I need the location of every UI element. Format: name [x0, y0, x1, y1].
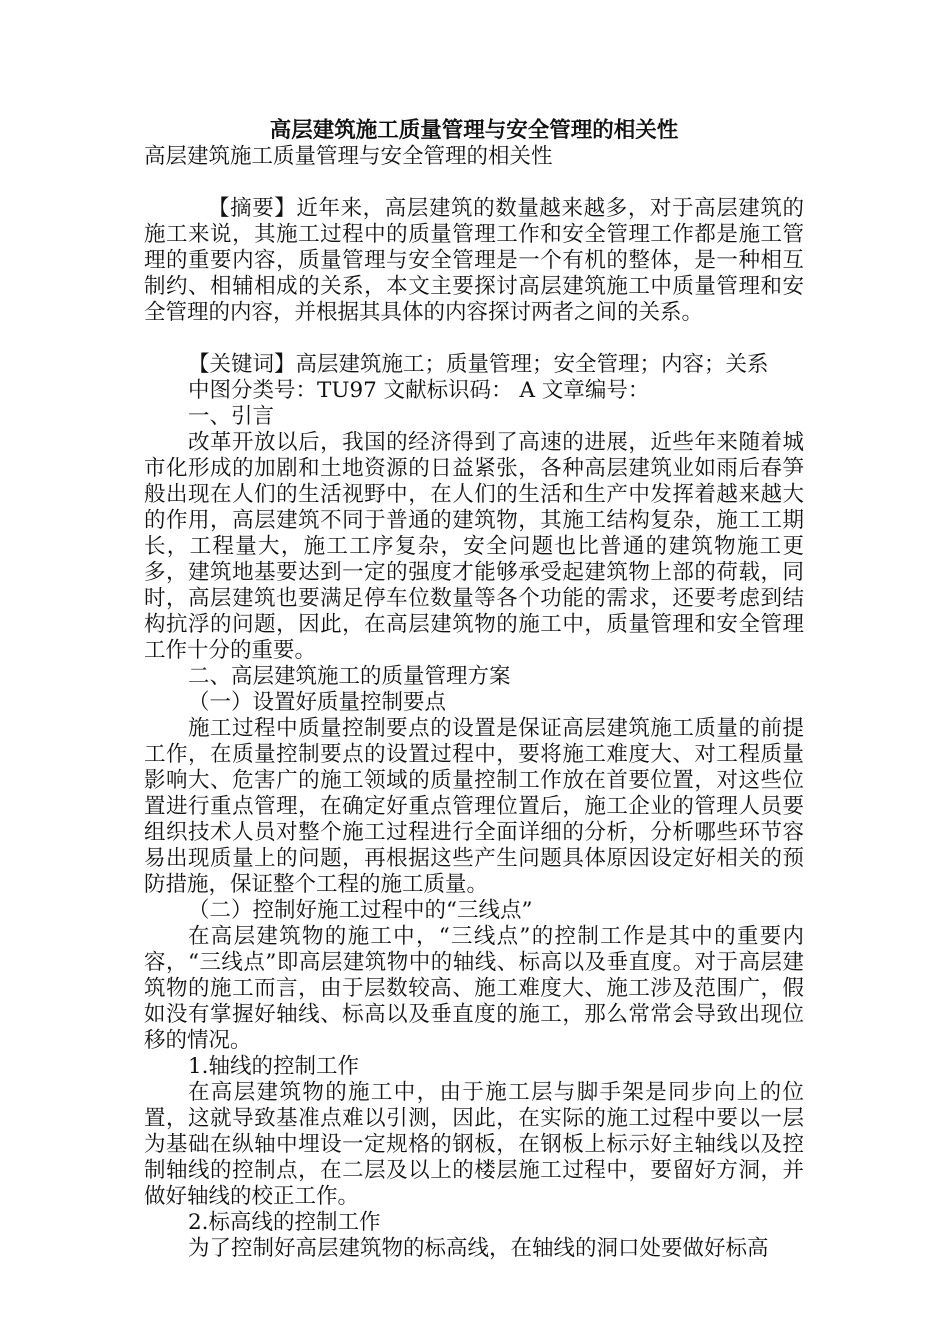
control-points-paragraph: 施工过程中质量控制要点的设置是保证高层建筑施工质量的前提工作，在质量控制要点的设置过程中，要将施工难度大、对工程质量影响大、危害广的施工领域的质量控制工作放在首要位置，对这些位置进行重点管理，在确定好重点管理位置后，施工企业的管理人员要组织技术人员对整个施工过程进行全面详细的分析，分析哪些环节容易出现质量上的问题，再根据这些产生问题具体原因设定好相关的预防措施，保证整个工程的施工质量。	[144, 716, 804, 897]
abstract-paragraph: 【摘要】近年来，高层建筑的数量越来越多，对于高层建筑的施工来说，其施工过程中的质量管理工作和安全管理工作都是施工管理的重要内容，质量管理与安全管理是一个有机的整体，是一种相互制约、相辅相成的关系，本文主要探讨高层建筑施工中质量管理和安全管理的内容，并根据其具体的内容探讨两者之间的关系。	[144, 196, 804, 325]
keywords-line: 【关键词】高层建筑施工；质量管理；安全管理；内容；关系	[188, 352, 769, 377]
document-page	[144, 118, 804, 1262]
subsection-heading-three-lines: （二）控制好施工过程中的“三线点”	[188, 898, 533, 923]
section-heading-introduction: 一、引言	[188, 404, 275, 429]
item-heading-elevation-control: 2.标高线的控制工作	[188, 1210, 381, 1235]
introduction-paragraph: 改革开放以后，我国的经济得到了高速的进展，近些年来随着城市化形成的加剧和土地资源的日益紧张，各种高层建筑业如雨后春笋般出现在人们的生活视野中，在人们的生活和生产中发挥着越来越大的作用，高层建筑不同于普通的建筑物，其施工结构复杂，施工工期长，工程量大，施工工序复杂，安全问题也比普通的建筑物施工更多，建筑地基要达到一定的强度才能够承受起建筑物上部的荷载，同时，高层建筑也要满足停车位数量等各个功能的需求，还要考虑到结构抗浮的问题，因此，在高层建筑物的施工中，质量管理和安全管理工作十分的重要。	[144, 430, 804, 663]
axis-control-paragraph: 在高层建筑物的施工中，由于施工层与脚手架是同步向上的位置，这就导致基准点难以引测，因此，在实际的施工过程中要以一层为基础在纵轴中埋设一定规格的钢板，在钢板上标示好主轴线以及控制轴线的控制点，在二层及以上的楼层施工过程中，要留好方洞，并做好轴线的校正工作。	[144, 1080, 804, 1209]
spacer	[144, 326, 804, 352]
classification-line: 中图分类号：TU97 文献标识码： A 文章编号：	[188, 378, 650, 403]
elevation-control-paragraph: 为了控制好高层建筑物的标高线，在轴线的洞口处要做好标高	[188, 1236, 769, 1261]
subsection-heading-control-points: （一）设置好质量控制要点	[188, 690, 447, 715]
item-heading-axis-control: 1.轴线的控制工作	[188, 1054, 360, 1079]
section-heading-quality-management: 二、高层建筑施工的质量管理方案	[188, 664, 511, 689]
spacer	[144, 170, 804, 196]
document-subtitle: 高层建筑施工质量管理与安全管理的相关性	[144, 144, 553, 169]
three-lines-paragraph: 在高层建筑物的施工中，“三线点”的控制工作是其中的重要内容，“三线点”即高层建筑物中的轴线、标高以及垂直度。对于高层建筑物的施工而言，由于层数较高、施工难度大、施工涉及范围广，假如没有掌握好轴线、标高以及垂直度的施工，那么常常会导致出现位移的情况。	[144, 924, 804, 1053]
document-title: 高层建筑施工质量管理与安全管理的相关性	[269, 118, 679, 143]
